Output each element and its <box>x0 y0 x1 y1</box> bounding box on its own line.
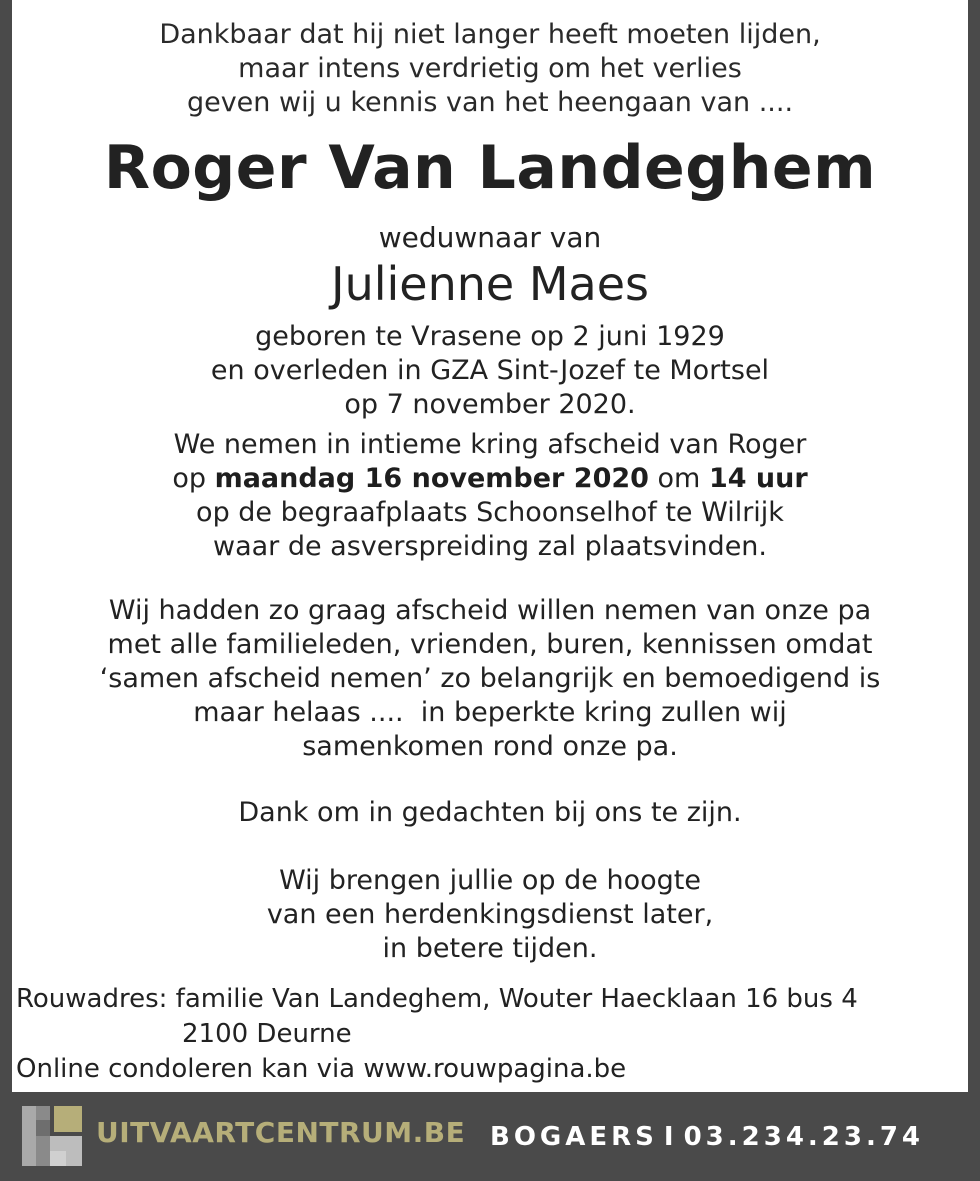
deceased-name: Roger Van Landeghem <box>103 133 877 203</box>
funeral-info <box>12 428 968 564</box>
online-condolence: Online condoleren kan via www.rouwpagina.be <box>16 1054 627 1084</box>
later-text <box>12 864 968 966</box>
dates-line: op 7 november 2020. <box>344 389 636 420</box>
address-line: Rouwadres: familie Van Landeghem, Wouter Haecklaan 16 bus 4 <box>16 984 858 1014</box>
dates-line: en overleden in GZA Sint-Jozef te Mortsel <box>210 355 770 386</box>
obituary-card <box>12 0 968 1092</box>
message-line: ‘samen afscheid nemen’ zo belangrijk en bemoedigend is <box>99 663 881 694</box>
message-line: Wij hadden zo graag afscheid willen nemen van onze pa <box>108 595 872 626</box>
brand-name: UITVAARTCENTRUM.BE <box>96 1116 466 1149</box>
funeral-line: We nemen in intieme kring afscheid van Roger <box>173 429 807 460</box>
message-line: samenkomen rond onze pa. <box>302 731 678 762</box>
contact-info <box>490 1122 924 1152</box>
funeral-mid: om <box>648 463 709 494</box>
company-name: BOGAERS <box>490 1122 658 1152</box>
thanks-text: Dank om in gedachten bij ons te zijn. <box>238 797 742 828</box>
funeral-time: 14 uur <box>708 463 808 494</box>
later-line: in betere tijden. <box>382 933 598 964</box>
funeral-prefix: op <box>172 463 215 494</box>
phone-number: 03.234.23.74 <box>683 1122 925 1152</box>
address-city: 2100 Deurne <box>182 1019 352 1049</box>
intro-line: maar intens verdrietig om het verlies <box>238 53 742 84</box>
intro-text <box>12 18 968 120</box>
family-message <box>12 594 968 764</box>
dates-line: geboren te Vrasene op 2 juni 1929 <box>255 321 725 352</box>
separator: I <box>663 1122 678 1152</box>
spouse-name: Julienne Maes <box>331 257 649 311</box>
later-line: van een herdenkingsdienst later, <box>266 899 714 930</box>
later-line: Wij brengen jullie op de hoogte <box>279 865 701 896</box>
intro-line: Dankbaar dat hij niet langer heeft moeten lijden, <box>159 19 821 50</box>
uitvaartcentrum-logo-icon <box>22 1106 82 1166</box>
life-dates <box>12 320 968 422</box>
message-line: met alle familieleden, vrienden, buren, kennissen omdat <box>107 629 873 660</box>
funeral-date: maandag 16 november 2020 <box>214 463 649 494</box>
intro-line: geven wij u kennis van het heengaan van .... <box>186 87 794 118</box>
mourning-address <box>16 982 858 1087</box>
message-line: maar helaas .... in beperkte kring zullen wij <box>193 697 787 728</box>
funeral-line: op de begraafplaats Schoonselhof te Wilrijk <box>196 497 784 528</box>
footer-bar <box>0 1092 980 1181</box>
funeral-date-line <box>12 462 968 496</box>
relation-text: weduwnaar van <box>378 221 602 254</box>
funeral-line: waar de asverspreiding zal plaatsvinden. <box>212 531 767 562</box>
